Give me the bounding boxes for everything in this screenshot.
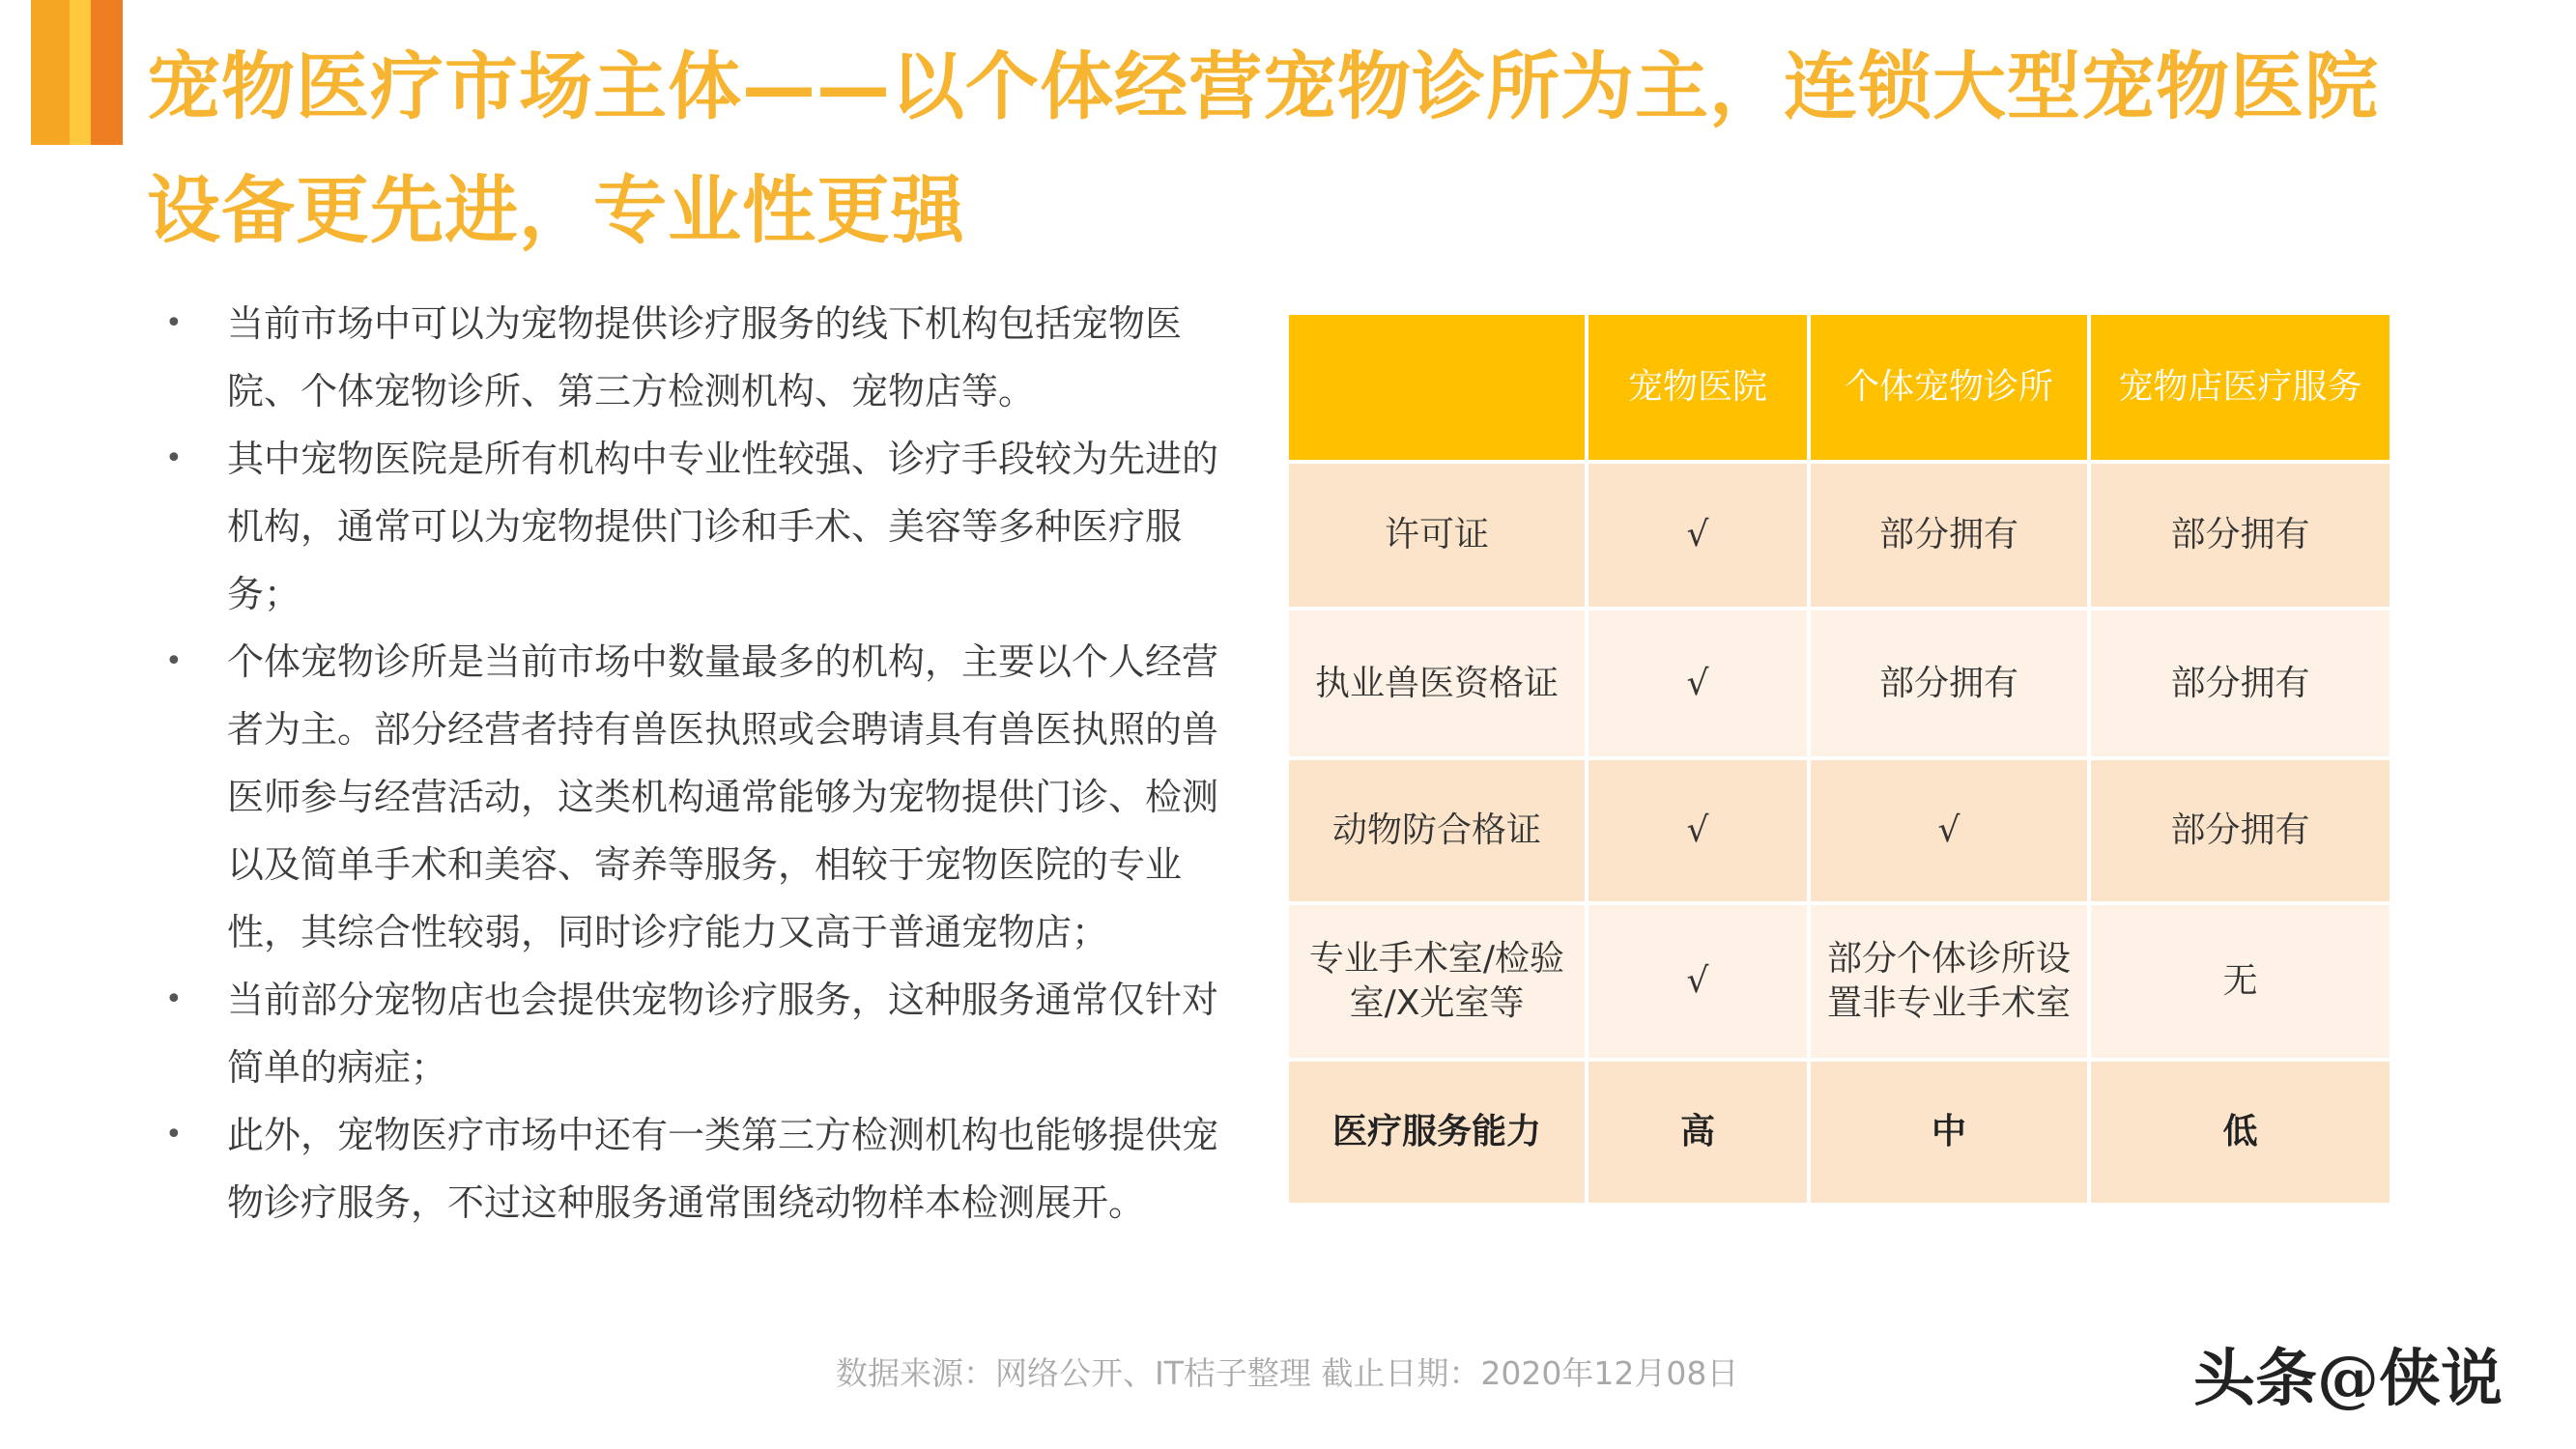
table-cell: 许可证 (1287, 462, 1587, 609)
table-cell: √ (1587, 903, 1809, 1060)
table-cell: 部分拥有 (2089, 462, 2391, 609)
list-item-text: 当前部分宠物店也会提供宠物诊疗服务，这种服务通常仅针对简单的病症； (227, 979, 1219, 1089)
table-cell: √ (1587, 609, 1809, 758)
table-cell: 动物防合格证 (1287, 758, 1587, 903)
toutiao-logo: 头条@侠说 (2193, 1343, 2503, 1415)
table-row (1287, 903, 2391, 1060)
bullet-icon: • (165, 644, 183, 678)
accent-bar-1 (31, 0, 70, 145)
table-cell: √ (1809, 758, 2089, 903)
accent-bar-2 (70, 0, 91, 145)
table-row (1287, 609, 2391, 758)
list-item (159, 966, 1246, 1101)
list-item-text: 个体宠物诊所是当前市场中数量最多的机构，主要以个人经营者为主。部分经营者持有兽医执照或会聘请具有兽医执照的兽医师参与经营活动，这类机构通常能够为宠物提供门诊、检测以及简单手术和美容、寄养等服务，相较于宠物医院的专业性，其综合性较弱，同时诊疗能力又高于普通宠物店； (227, 640, 1219, 953)
accent-bar-3 (91, 0, 123, 145)
table-cell: 中 (1809, 1060, 2089, 1205)
list-item (159, 290, 1246, 425)
table-cell: 无 (2089, 903, 2391, 1060)
page-title-line-2: 设备更先进，专业性更强 (147, 167, 965, 253)
list-item-text: 其中宠物医院是所有机构中专业性较强、诊疗手段较为先进的机构，通常可以为宠物提供门诊和手术、美容等多种医疗服务； (227, 438, 1219, 615)
table-header-cell (1287, 313, 1587, 462)
table-cell: 部分拥有 (1809, 609, 2089, 758)
data-source-note: 数据来源：网络公开、IT桔子整理 截止日期：2020年12月08日 (836, 1354, 1739, 1392)
table-cell: 部分个体诊所设置非专业手术室 (1809, 903, 2089, 1060)
table-cell: 高 (1587, 1060, 1809, 1205)
table-row (1287, 462, 2391, 609)
title-accent-bars (31, 0, 123, 145)
page-title-line-1: 宠物医疗市场主体——以个体经营宠物诊所为主，连锁大型宠物医院 (147, 43, 2379, 129)
table-cell: 部分拥有 (2089, 758, 2391, 903)
list-item (159, 425, 1246, 628)
table-cell: 医疗服务能力 (1287, 1060, 1587, 1205)
list-item (159, 628, 1246, 966)
table-cell: 部分拥有 (2089, 609, 2391, 758)
table-cell: 专业手术室/检验室/X光室等 (1287, 903, 1587, 1060)
table-row (1287, 758, 2391, 903)
bullet-icon: • (165, 441, 183, 475)
list-item-text: 此外，宠物医疗市场中还有一类第三方检测机构也能够提供宠物诊疗服务，不过这种服务通常围绕动物样本检测展开。 (227, 1114, 1219, 1224)
table-header-cell: 宠物店医疗服务 (2089, 313, 2391, 462)
table-header-row (1287, 313, 2391, 462)
table-cell: 执业兽医资格证 (1287, 609, 1587, 758)
table-cell: 低 (2089, 1060, 2391, 1205)
page-title (147, 25, 2447, 272)
table-cell: √ (1587, 758, 1809, 903)
bullet-list (159, 290, 1246, 1236)
table-header-cell: 个体宠物诊所 (1809, 313, 2089, 462)
table-row (1287, 1060, 2391, 1205)
list-item (159, 1101, 1246, 1236)
table-header-cell: 宠物医院 (1587, 313, 1809, 462)
table-cell: √ (1587, 462, 1809, 609)
comparison-table (1285, 311, 2393, 1207)
bullet-icon: • (165, 982, 183, 1016)
bullet-icon: • (165, 306, 183, 340)
list-item-text: 当前市场中可以为宠物提供诊疗服务的线下机构包括宠物医院、个体宠物诊所、第三方检测机构、宠物店等。 (227, 302, 1183, 412)
table-cell: 部分拥有 (1809, 462, 2089, 609)
bullet-icon: • (165, 1118, 183, 1151)
